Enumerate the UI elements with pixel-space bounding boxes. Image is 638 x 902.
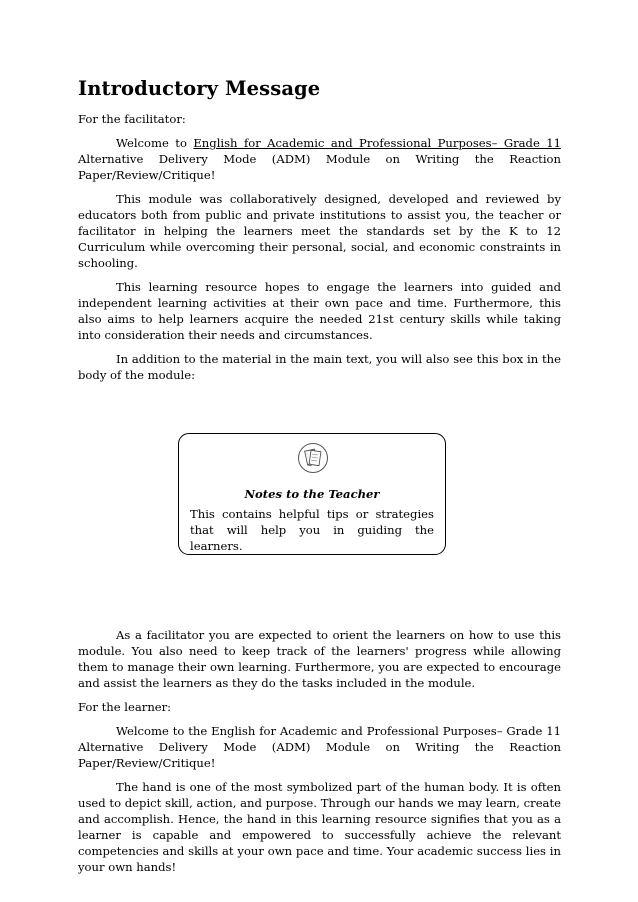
module-title-underlined: English for Academic and Professional Purposes– Grade 11 xyxy=(193,136,561,150)
welcome-suffix: Alternative Delivery Mode (ADM) Module on Writing the Reaction Paper/Review/Critique! xyxy=(78,152,561,182)
note-box-title: Notes to the Teacher xyxy=(244,487,380,501)
facilitator-welcome-paragraph xyxy=(78,135,561,183)
note-box-area xyxy=(78,391,561,627)
facilitator-paragraph-2: This module was collaboratively designed, developed and reviewed by educators both from public and private institutions to assist you, the teacher or facilitator in helping the learners meet the standards set by the K to 12 Curriculum while overcoming their personal, social, and economic constraints in schooling. xyxy=(78,192,561,270)
document-page xyxy=(78,76,561,883)
note-box-text: This contains helpful tips or strategies that will help you in guiding the learners. xyxy=(190,507,434,553)
facilitator-paragraph-3: This learning resource hopes to engage the learners into guided and independent learning activities at their own pace and time. Furthermore, this also aims to help learners acquire the needed 21st century skills while taking into consideration their needs and circumstances. xyxy=(78,280,561,342)
facilitator-paragraph-5: As a facilitator you are expected to orient the learners on how to use this module. You also need to keep track of the learners' progress while allowing them to manage their own learning. Furthermore, you are expected to encourage and assist the learners as they do the tasks included in the module. xyxy=(78,628,561,690)
learner-paragraph-2: The hand is one of the most symbolized part of the human body. It is often used to depict skill, action, and purpose. Through our hands we may learn, create and accomplish. Hence, the hand in this learning resource signifies that you as a learner is capable and empowered to successfully achieve the relevant competencies and skills at your own pace and time. Your academic success lies in your own hands! xyxy=(78,780,561,874)
notes-to-teacher-box xyxy=(178,433,446,555)
page-title: Introductory Message xyxy=(78,77,321,100)
learner-label: For the learner: xyxy=(78,700,172,714)
welcome-prefix: Welcome to xyxy=(116,136,194,150)
learner-paragraph-1: Welcome to the English for Academic and Professional Purposes– Grade 11 Alternative Delivery Mode (ADM) Module on Writing the Reaction Paper/Review/Critique! xyxy=(78,724,561,770)
facilitator-paragraph-4: In addition to the material in the main text, you will also see this box in the body of the module: xyxy=(78,352,561,382)
notes-icon xyxy=(297,442,329,474)
facilitator-label: For the facilitator: xyxy=(78,112,186,126)
